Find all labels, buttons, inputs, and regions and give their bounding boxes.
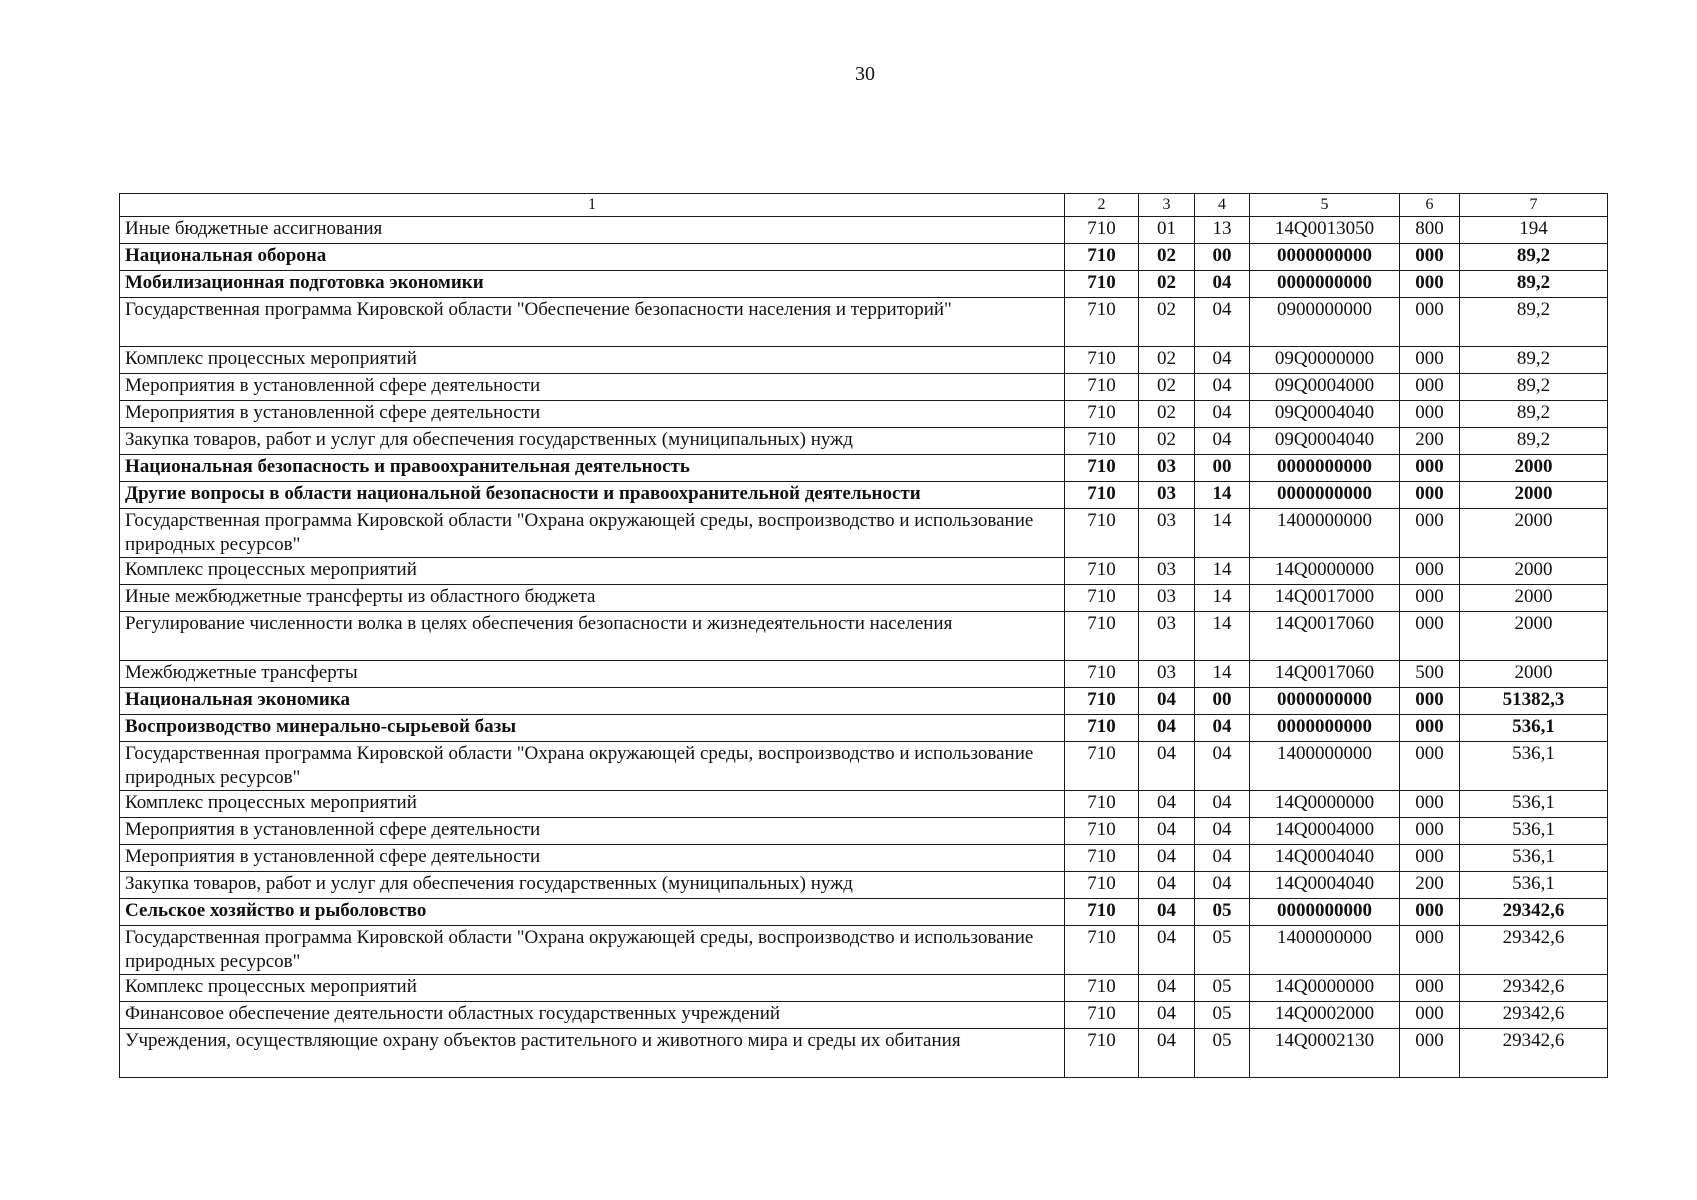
code-target-article-cell: 14Q0017060 <box>1250 661 1400 688</box>
item-name-cell: Комплекс процессных мероприятий <box>120 975 1065 1002</box>
code-target-article-cell: 14Q0004040 <box>1250 872 1400 899</box>
item-name-cell: Мероприятия в установленной сфере деятельности <box>120 374 1065 401</box>
column-header: 2 <box>1065 194 1139 217</box>
item-name-cell: Регулирование численности волка в целях обеспечения безопасности и жизнедеятельности населения <box>120 612 1065 661</box>
code-expense-type-cell: 000 <box>1400 298 1460 347</box>
code-section-cell: 03 <box>1139 509 1195 558</box>
item-name-cell: Государственная программа Кировской области "Охрана окружающей среды, воспроизводство и использование природных ресурсов" <box>120 509 1065 558</box>
code-target-article-cell: 14Q0002000 <box>1250 1002 1400 1029</box>
amount-cell: 29342,6 <box>1460 899 1608 926</box>
code-section-cell: 04 <box>1139 818 1195 845</box>
code-target-article-cell: 0000000000 <box>1250 271 1400 298</box>
code-expense-type-cell: 000 <box>1400 482 1460 509</box>
item-name-cell: Комплекс процессных мероприятий <box>120 347 1065 374</box>
item-name-cell: Мероприятия в установленной сфере деятельности <box>120 818 1065 845</box>
item-name-cell: Национальная экономика <box>120 688 1065 715</box>
amount-cell: 2000 <box>1460 482 1608 509</box>
item-name-cell: Мобилизационная подготовка экономики <box>120 271 1065 298</box>
code-section-cell: 04 <box>1139 791 1195 818</box>
code-target-article-cell: 14Q0017000 <box>1250 585 1400 612</box>
amount-cell: 536,1 <box>1460 818 1608 845</box>
item-name-cell: Комплекс процессных мероприятий <box>120 791 1065 818</box>
code-section-cell: 02 <box>1139 298 1195 347</box>
code-subsection-cell: 04 <box>1195 715 1250 742</box>
code-target-article-cell: 0000000000 <box>1250 455 1400 482</box>
amount-cell: 536,1 <box>1460 715 1608 742</box>
table-row <box>120 585 1608 612</box>
code-subsection-cell: 04 <box>1195 791 1250 818</box>
item-name-cell: Закупка товаров, работ и услуг для обеспечения государственных (муниципальных) нужд <box>120 872 1065 899</box>
amount-cell: 29342,6 <box>1460 1029 1608 1078</box>
code-expense-type-cell: 000 <box>1400 401 1460 428</box>
column-header: 6 <box>1400 194 1460 217</box>
code-expense-type-cell: 000 <box>1400 558 1460 585</box>
amount-cell: 29342,6 <box>1460 926 1608 975</box>
code-expense-type-cell: 000 <box>1400 1002 1460 1029</box>
code-expense-type-cell: 200 <box>1400 428 1460 455</box>
table-row <box>120 926 1608 975</box>
code-expense-type-cell: 000 <box>1400 975 1460 1002</box>
code-grbs-cell: 710 <box>1065 1029 1139 1078</box>
code-target-article-cell: 09Q0004040 <box>1250 401 1400 428</box>
table-row <box>120 661 1608 688</box>
code-subsection-cell: 00 <box>1195 244 1250 271</box>
code-grbs-cell: 710 <box>1065 244 1139 271</box>
table-row <box>120 845 1608 872</box>
code-expense-type-cell: 500 <box>1400 661 1460 688</box>
code-section-cell: 04 <box>1139 742 1195 791</box>
code-subsection-cell: 04 <box>1195 401 1250 428</box>
code-target-article-cell: 14Q0000000 <box>1250 975 1400 1002</box>
code-target-article-cell: 1400000000 <box>1250 509 1400 558</box>
table-row <box>120 1029 1608 1078</box>
amount-cell: 89,2 <box>1460 401 1608 428</box>
table-row <box>120 217 1608 244</box>
item-name-cell: Комплекс процессных мероприятий <box>120 558 1065 585</box>
code-grbs-cell: 710 <box>1065 688 1139 715</box>
code-section-cell: 03 <box>1139 661 1195 688</box>
item-name-cell: Национальная безопасность и правоохранительная деятельность <box>120 455 1065 482</box>
table-body <box>120 194 1608 1078</box>
code-section-cell: 01 <box>1139 217 1195 244</box>
code-expense-type-cell: 000 <box>1400 742 1460 791</box>
code-expense-type-cell: 000 <box>1400 818 1460 845</box>
table-row <box>120 401 1608 428</box>
code-target-article-cell: 0000000000 <box>1250 688 1400 715</box>
code-expense-type-cell: 000 <box>1400 899 1460 926</box>
code-grbs-cell: 710 <box>1065 455 1139 482</box>
table-row <box>120 975 1608 1002</box>
code-expense-type-cell: 200 <box>1400 872 1460 899</box>
code-subsection-cell: 04 <box>1195 872 1250 899</box>
amount-cell: 89,2 <box>1460 244 1608 271</box>
amount-cell: 2000 <box>1460 455 1608 482</box>
item-name-cell: Государственная программа Кировской области "Охрана окружающей среды, воспроизводство и использование природных ресурсов" <box>120 926 1065 975</box>
code-expense-type-cell: 000 <box>1400 271 1460 298</box>
code-expense-type-cell: 000 <box>1400 585 1460 612</box>
code-target-article-cell: 14Q0013050 <box>1250 217 1400 244</box>
table-row <box>120 428 1608 455</box>
budget-table <box>119 193 1608 1078</box>
code-section-cell: 04 <box>1139 1029 1195 1078</box>
column-header: 5 <box>1250 194 1400 217</box>
item-name-cell: Иные бюджетные ассигнования <box>120 217 1065 244</box>
page-number: 30 <box>855 63 875 85</box>
code-section-cell: 02 <box>1139 347 1195 374</box>
table-row <box>120 298 1608 347</box>
code-section-cell: 04 <box>1139 926 1195 975</box>
code-section-cell: 04 <box>1139 715 1195 742</box>
item-name-cell: Воспроизводство минерально-сырьевой базы <box>120 715 1065 742</box>
table-row <box>120 1002 1608 1029</box>
code-section-cell: 02 <box>1139 244 1195 271</box>
code-grbs-cell: 710 <box>1065 298 1139 347</box>
table-row <box>120 271 1608 298</box>
table-row <box>120 742 1608 791</box>
code-expense-type-cell: 000 <box>1400 688 1460 715</box>
code-grbs-cell: 710 <box>1065 975 1139 1002</box>
amount-cell: 89,2 <box>1460 374 1608 401</box>
amount-cell: 89,2 <box>1460 347 1608 374</box>
code-subsection-cell: 04 <box>1195 347 1250 374</box>
code-subsection-cell: 04 <box>1195 428 1250 455</box>
code-grbs-cell: 710 <box>1065 715 1139 742</box>
amount-cell: 89,2 <box>1460 271 1608 298</box>
code-section-cell: 03 <box>1139 558 1195 585</box>
code-expense-type-cell: 000 <box>1400 791 1460 818</box>
code-section-cell: 04 <box>1139 899 1195 926</box>
code-subsection-cell: 04 <box>1195 271 1250 298</box>
code-target-article-cell: 0000000000 <box>1250 244 1400 271</box>
table-row <box>120 558 1608 585</box>
code-grbs-cell: 710 <box>1065 872 1139 899</box>
table-row <box>120 612 1608 661</box>
item-name-cell: Иные межбюджетные трансферты из областного бюджета <box>120 585 1065 612</box>
code-subsection-cell: 05 <box>1195 975 1250 1002</box>
code-section-cell: 03 <box>1139 585 1195 612</box>
code-target-article-cell: 1400000000 <box>1250 926 1400 975</box>
code-grbs-cell: 710 <box>1065 217 1139 244</box>
column-header: 4 <box>1195 194 1250 217</box>
code-section-cell: 04 <box>1139 975 1195 1002</box>
item-name-cell: Мероприятия в установленной сфере деятельности <box>120 845 1065 872</box>
code-target-article-cell: 0900000000 <box>1250 298 1400 347</box>
code-grbs-cell: 710 <box>1065 374 1139 401</box>
item-name-cell: Государственная программа Кировской области "Охрана окружающей среды, воспроизводство и использование природных ресурсов" <box>120 742 1065 791</box>
code-grbs-cell: 710 <box>1065 509 1139 558</box>
code-grbs-cell: 710 <box>1065 1002 1139 1029</box>
code-section-cell: 02 <box>1139 271 1195 298</box>
code-grbs-cell: 710 <box>1065 271 1139 298</box>
amount-cell: 2000 <box>1460 509 1608 558</box>
item-name-cell: Учреждения, осуществляющие охрану объектов растительного и животного мира и среды их обитания <box>120 1029 1065 1078</box>
item-name-cell: Финансовое обеспечение деятельности областных государственных учреждений <box>120 1002 1065 1029</box>
code-subsection-cell: 04 <box>1195 742 1250 791</box>
code-target-article-cell: 14Q0017060 <box>1250 612 1400 661</box>
code-section-cell: 03 <box>1139 455 1195 482</box>
amount-cell: 51382,3 <box>1460 688 1608 715</box>
code-target-article-cell: 09Q0004000 <box>1250 374 1400 401</box>
code-target-article-cell: 14Q0000000 <box>1250 558 1400 585</box>
code-section-cell: 04 <box>1139 872 1195 899</box>
code-expense-type-cell: 000 <box>1400 715 1460 742</box>
amount-cell: 536,1 <box>1460 742 1608 791</box>
code-subsection-cell: 00 <box>1195 455 1250 482</box>
code-target-article-cell: 0000000000 <box>1250 899 1400 926</box>
code-section-cell: 03 <box>1139 612 1195 661</box>
amount-cell: 536,1 <box>1460 872 1608 899</box>
code-target-article-cell: 14Q0002130 <box>1250 1029 1400 1078</box>
item-name-cell: Закупка товаров, работ и услуг для обеспечения государственных (муниципальных) нужд <box>120 428 1065 455</box>
code-expense-type-cell: 000 <box>1400 347 1460 374</box>
code-expense-type-cell: 800 <box>1400 217 1460 244</box>
code-subsection-cell: 14 <box>1195 585 1250 612</box>
code-grbs-cell: 710 <box>1065 742 1139 791</box>
code-subsection-cell: 04 <box>1195 374 1250 401</box>
table-row <box>120 374 1608 401</box>
code-section-cell: 04 <box>1139 1002 1195 1029</box>
code-grbs-cell: 710 <box>1065 428 1139 455</box>
code-grbs-cell: 710 <box>1065 661 1139 688</box>
code-subsection-cell: 04 <box>1195 845 1250 872</box>
code-target-article-cell: 09Q0004040 <box>1250 428 1400 455</box>
code-target-article-cell: 14Q0004000 <box>1250 818 1400 845</box>
amount-cell: 2000 <box>1460 558 1608 585</box>
table-row <box>120 455 1608 482</box>
amount-cell: 29342,6 <box>1460 975 1608 1002</box>
code-grbs-cell: 710 <box>1065 899 1139 926</box>
code-grbs-cell: 710 <box>1065 347 1139 374</box>
code-expense-type-cell: 000 <box>1400 509 1460 558</box>
code-grbs-cell: 710 <box>1065 845 1139 872</box>
code-expense-type-cell: 000 <box>1400 612 1460 661</box>
item-name-cell: Другие вопросы в области национальной безопасности и правоохранительной деятельности <box>120 482 1065 509</box>
code-subsection-cell: 05 <box>1195 1029 1250 1078</box>
column-header: 7 <box>1460 194 1608 217</box>
code-target-article-cell: 09Q0000000 <box>1250 347 1400 374</box>
table-row <box>120 818 1608 845</box>
amount-cell: 2000 <box>1460 661 1608 688</box>
amount-cell: 536,1 <box>1460 845 1608 872</box>
column-header: 3 <box>1139 194 1195 217</box>
code-subsection-cell: 14 <box>1195 661 1250 688</box>
code-subsection-cell: 05 <box>1195 926 1250 975</box>
code-expense-type-cell: 000 <box>1400 1029 1460 1078</box>
amount-cell: 89,2 <box>1460 298 1608 347</box>
amount-cell: 2000 <box>1460 585 1608 612</box>
amount-cell: 194 <box>1460 217 1608 244</box>
code-grbs-cell: 710 <box>1065 926 1139 975</box>
amount-cell: 29342,6 <box>1460 1002 1608 1029</box>
table-row <box>120 244 1608 271</box>
item-name-cell: Национальная оборона <box>120 244 1065 271</box>
code-grbs-cell: 710 <box>1065 585 1139 612</box>
code-target-article-cell: 1400000000 <box>1250 742 1400 791</box>
code-subsection-cell: 04 <box>1195 298 1250 347</box>
table-row <box>120 715 1608 742</box>
table-row <box>120 899 1608 926</box>
code-subsection-cell: 05 <box>1195 899 1250 926</box>
code-subsection-cell: 14 <box>1195 509 1250 558</box>
code-section-cell: 02 <box>1139 374 1195 401</box>
code-section-cell: 04 <box>1139 845 1195 872</box>
table-row <box>120 509 1608 558</box>
table-row <box>120 347 1608 374</box>
code-section-cell: 03 <box>1139 482 1195 509</box>
code-grbs-cell: 710 <box>1065 612 1139 661</box>
code-subsection-cell: 04 <box>1195 818 1250 845</box>
code-grbs-cell: 710 <box>1065 482 1139 509</box>
column-header: 1 <box>120 194 1065 217</box>
item-name-cell: Межбюджетные трансферты <box>120 661 1065 688</box>
code-expense-type-cell: 000 <box>1400 455 1460 482</box>
code-subsection-cell: 14 <box>1195 558 1250 585</box>
column-number-row <box>120 194 1608 217</box>
amount-cell: 536,1 <box>1460 791 1608 818</box>
code-subsection-cell: 05 <box>1195 1002 1250 1029</box>
code-section-cell: 02 <box>1139 401 1195 428</box>
table-row <box>120 688 1608 715</box>
code-section-cell: 04 <box>1139 688 1195 715</box>
code-grbs-cell: 710 <box>1065 401 1139 428</box>
amount-cell: 89,2 <box>1460 428 1608 455</box>
code-grbs-cell: 710 <box>1065 791 1139 818</box>
code-subsection-cell: 14 <box>1195 482 1250 509</box>
code-target-article-cell: 0000000000 <box>1250 715 1400 742</box>
code-expense-type-cell: 000 <box>1400 374 1460 401</box>
code-subsection-cell: 00 <box>1195 688 1250 715</box>
code-expense-type-cell: 000 <box>1400 845 1460 872</box>
code-subsection-cell: 13 <box>1195 217 1250 244</box>
code-target-article-cell: 14Q0000000 <box>1250 791 1400 818</box>
item-name-cell: Государственная программа Кировской области "Обеспечение безопасности населения и территорий" <box>120 298 1065 347</box>
code-expense-type-cell: 000 <box>1400 926 1460 975</box>
table-row <box>120 872 1608 899</box>
code-section-cell: 02 <box>1139 428 1195 455</box>
item-name-cell: Мероприятия в установленной сфере деятельности <box>120 401 1065 428</box>
code-grbs-cell: 710 <box>1065 558 1139 585</box>
code-grbs-cell: 710 <box>1065 818 1139 845</box>
table-row <box>120 482 1608 509</box>
item-name-cell: Сельское хозяйство и рыболовство <box>120 899 1065 926</box>
code-target-article-cell: 14Q0004040 <box>1250 845 1400 872</box>
table-row <box>120 791 1608 818</box>
code-expense-type-cell: 000 <box>1400 244 1460 271</box>
code-target-article-cell: 0000000000 <box>1250 482 1400 509</box>
amount-cell: 2000 <box>1460 612 1608 661</box>
code-subsection-cell: 14 <box>1195 612 1250 661</box>
